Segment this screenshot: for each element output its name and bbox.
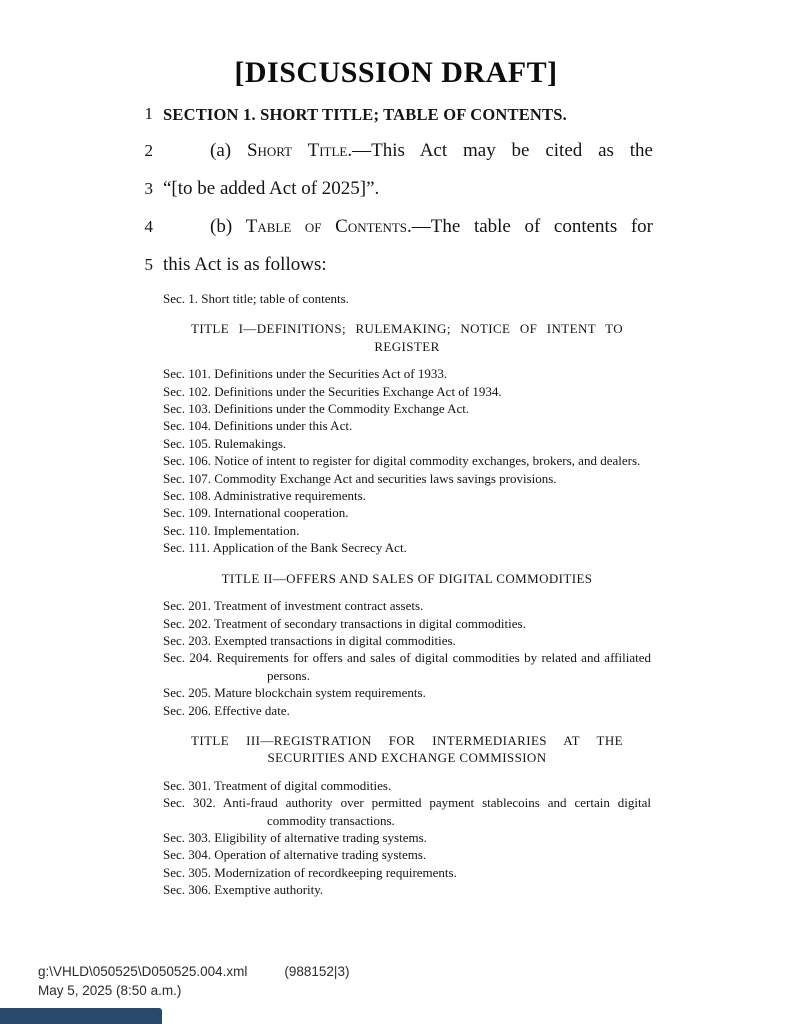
- toc-entry: Sec. 205. Mature blockchain system requirements.: [163, 685, 426, 701]
- bill-line: [139, 140, 653, 162]
- line-text-segment: .—The table of contents for: [407, 216, 653, 237]
- toc-title-heading: TITLE I—DEFINITIONS; RULEMAKING; NOTICE OF INTENT TO REGISTER: [191, 321, 623, 354]
- toc-entry: Sec. 301. Treatment of digital commodities.: [163, 777, 392, 793]
- line-text-segment: (b): [210, 216, 246, 237]
- toc-entry: Sec. 104. Definitions under this Act.: [163, 418, 353, 434]
- line-text-segment: “[to be added Act of 2025]”.: [163, 178, 380, 199]
- line-number: 3: [144, 179, 153, 198]
- toc-entry: Sec. 108. Administrative requirements.: [163, 488, 366, 504]
- line-text-segment: Short Title: [246, 140, 348, 161]
- toc-entry: Sec. 101. Definitions under the Securities Act of 1933.: [163, 366, 448, 382]
- toc-title-heading: TITLE III—REGISTRATION FOR INTERMEDIARIES AT THE SECURITIES AND EXCHANGE COMMISSION: [191, 732, 623, 766]
- toc-entry: Sec. 105. Rulemakings.: [163, 435, 287, 451]
- line-text: [163, 178, 653, 200]
- toc-entry: Sec. 111. Application of the Bank Secrecy Act.: [163, 540, 407, 556]
- toc-entry: Sec. 303. Eligibility of alternative trading systems.: [163, 829, 427, 845]
- table-of-contents: [163, 290, 651, 899]
- line-number: 4: [144, 217, 153, 236]
- line-text: [163, 140, 653, 162]
- line-text-segment: Table of Contents: [245, 216, 408, 237]
- bill-line: [139, 103, 653, 125]
- line-text-segment: (a): [210, 140, 247, 161]
- footer-date: May 5, 2025 (8:50 a.m.): [38, 983, 182, 998]
- toc-entry: Sec. 106. Notice of intent to register for digital commodity exchanges, brokers, and dealers.: [163, 453, 641, 469]
- line-text-segment: .—This Act may be cited as the: [347, 140, 653, 161]
- bill-line: [139, 178, 653, 200]
- toc-entry: Sec. 107. Commodity Exchange Act and securities laws savings provisions.: [163, 470, 557, 486]
- bill-line: [139, 216, 653, 238]
- toc-title-heading: TITLE II—OFFERS AND SALES OF DIGITAL COMMODITIES: [221, 570, 593, 586]
- footer-file-path: g:\VHLD\050525\D050525.004.xml: [38, 964, 248, 979]
- page-footer: [38, 962, 349, 1000]
- line-text: [163, 254, 653, 276]
- toc-entry: Sec. 305. Modernization of recordkeeping requirements.: [163, 864, 457, 880]
- toc-entry: Sec. 103. Definitions under the Commodity Exchange Act.: [163, 401, 470, 417]
- toc-entry: Sec. 206. Effective date.: [163, 702, 290, 718]
- toc-entry: Sec. 102. Definitions under the Securities Exchange Act of 1934.: [163, 383, 502, 399]
- toc-entry: Sec. 304. Operation of alternative trading systems.: [163, 847, 427, 863]
- toc-entry: Sec. 109. International cooperation.: [163, 505, 349, 521]
- toc-entry: Sec. 204. Requirements for offers and sales of digital commodities by related and affiliated persons.: [163, 650, 651, 683]
- discussion-draft-banner: [DISCUSSION DRAFT]: [234, 56, 558, 89]
- line-text-segment: SECTION 1. SHORT TITLE; TABLE OF CONTENTS.: [163, 105, 567, 124]
- footer-doc-id: (988152|3): [284, 964, 350, 979]
- line-number: 5: [144, 255, 153, 274]
- toc-entry: Sec. 302. Anti-fraud authority over permitted payment stablecoins and certain digital commodity transactions.: [163, 795, 651, 828]
- line-text: [163, 216, 653, 238]
- toc-entry: Sec. 110. Implementation.: [163, 522, 300, 538]
- toc-entry: Sec. 201. Treatment of investment contract assets.: [163, 598, 424, 614]
- browser-status-bar: [0, 1008, 162, 1024]
- line-number: 2: [144, 141, 153, 160]
- toc-entry: Sec. 202. Treatment of secondary transactions in digital commodities.: [163, 615, 526, 631]
- bill-line: [139, 254, 653, 276]
- toc-entry: Sec. 203. Exempted transactions in digital commodities.: [163, 632, 456, 648]
- toc-entry: Sec. 306. Exemptive authority.: [163, 882, 324, 898]
- footer-line-1: [38, 962, 349, 981]
- toc-entry: Sec. 1. Short title; table of contents.: [163, 291, 349, 306]
- line-number: 1: [144, 104, 153, 123]
- line-text: [163, 103, 653, 125]
- line-text-segment: this Act is as follows:: [163, 254, 327, 275]
